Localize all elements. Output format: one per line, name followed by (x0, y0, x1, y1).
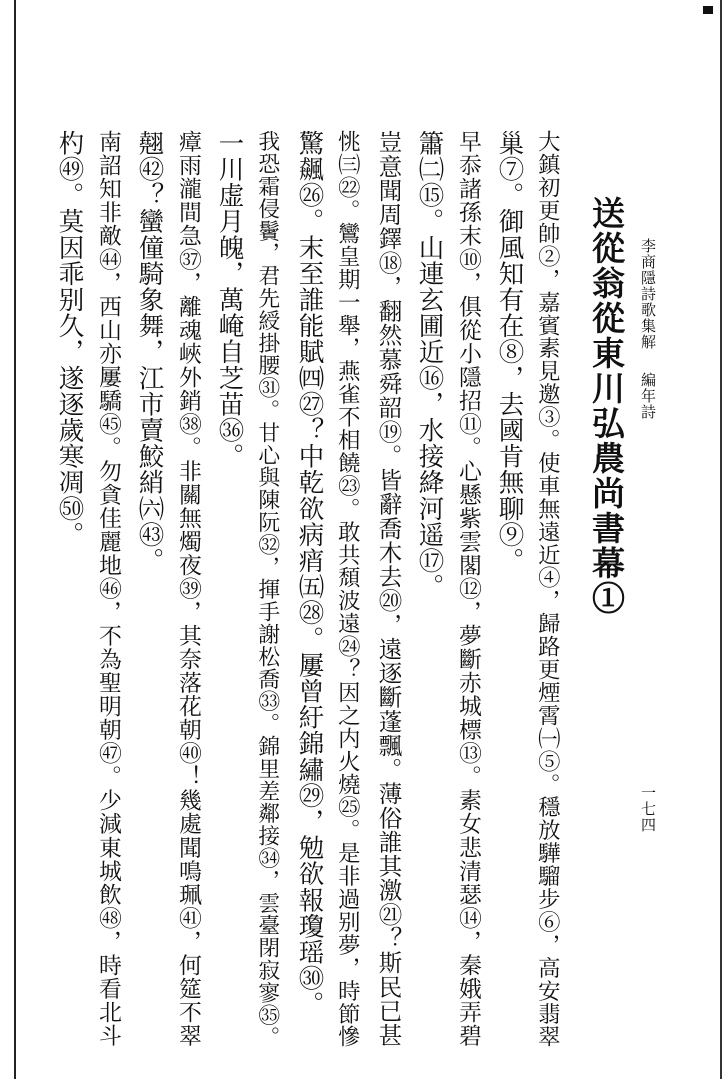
poem-line: 簫㈡⑮。山連玄圃近⑯，水接絳河遥⑰。 (414, 130, 445, 600)
poem-line: 驚飆㉖。末至誰能賦㈣㉗？中乾欲病痟㈤㉘。屢曾紆錦繡㉙，勉欲報瓊瑶㉚。 (294, 130, 325, 1018)
poem-line: 大鎮初更帥②，嘉賓素見邀③。使車無遠近④，歸路更煙霄㈠⑤。穩放驊騮步⑥，高安翡翠 (534, 130, 561, 1048)
poem-line: 恌㈢㉒。鸞皇期一舉，燕雀不相饒㉓。敢共頹波遠㉔？因之内火燒㉕。是非過别夢，時節慘 (334, 130, 361, 1048)
poem-line: 我恐霜侵鬢，君先綬掛腰㉛。甘心與陳阮㉜，揮手謝松喬㉝。錦里差鄰接㉞，雲臺閉寂寥㉟。 (254, 130, 280, 1049)
page-number: 一七四 (639, 785, 657, 833)
running-head-section: 編年詩 (639, 372, 657, 420)
poem-line: 瘴雨瀧間急㊲，離魂峽外銷㊳。非關無燭夜㊴，其奈落花朝㊵！幾處聞鳴珮㊶，何筵不翠 (174, 130, 201, 1048)
running-head-book-title: 李商隱詩歌集解 (639, 238, 657, 350)
poem-line: 豈意聞周鐸⑱，翻然慕舜韶⑲。皆辭喬木去⑳，遠逐斷蓬飄。薄俗誰其激㉑？斯民已甚 (374, 130, 403, 1047)
poem-title: 送從翁從東川弘農尚書幕① (587, 196, 626, 616)
page-edge-right (720, 0, 722, 1079)
poem-line: 早忝諸孫末⑩，俱從小隱招⑪。心懸紫雲閣⑫，夢斷赤城標⑬。素女悲清瑟⑭，秦娥弄碧 (454, 130, 481, 1048)
poem-line: 翹㊷？蠻僮騎象舞，江市賣鮫綃㈥㊸。 (134, 130, 165, 574)
poem-line: 巢⑦。御風知有在⑧，去國肯無聊⑨。 (494, 130, 525, 574)
corner-mark (703, 6, 713, 14)
poem-line: 一川虚月魄，萬崦自芝苗㊱。 (214, 130, 245, 470)
poem-line: 南詔知非敵㊹，西山亦屢驕㊺。勿貪佳麗地㊻，不為聖明朝㊼。少減東城飲㊽，時看北斗 (94, 130, 121, 1048)
poem-line: 杓㊾。莫因乖别久，遂逐歲寒凋㊿。 (54, 130, 85, 548)
page-edge-left (14, 0, 16, 1079)
